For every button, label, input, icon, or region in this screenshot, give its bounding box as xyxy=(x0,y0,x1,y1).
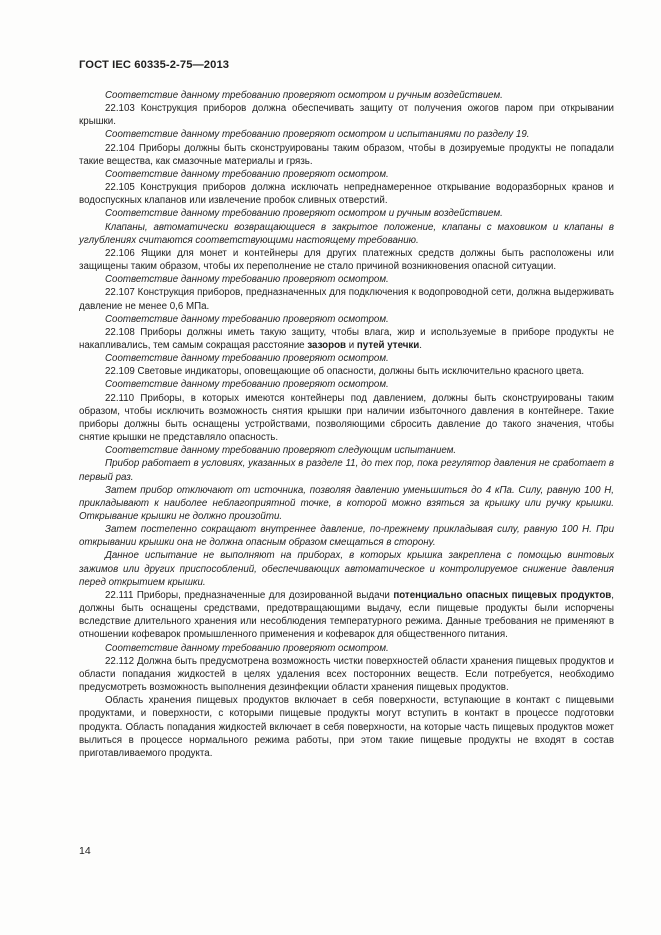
paragraph: Затем постепенно сокращают внутреннее давление, по-прежнему прикладывая силу, равную 100 Н. При открывании крышки она не должна опасным образом смещаться в сторону. xyxy=(79,524,614,549)
paragraph: 22.105 Конструкция приборов должна исключать непреднамеренное открывание водоразборных кранов и водоспускных клапанов или извлечение пробок сливных отверстий. xyxy=(79,182,614,207)
paragraph: Соответствие данному требованию проверяют осмотром. xyxy=(105,642,389,654)
paragraph-text: . xyxy=(419,339,423,351)
paragraph: Соответствие данному требованию проверяют осмотром и ручным воздействием. xyxy=(105,208,503,220)
document-body xyxy=(79,89,614,760)
page-number: 14 xyxy=(79,845,91,857)
paragraph: Данное испытание не выполняют на приборах, в которых крышка закреплена с помощью винтовых зажимов или других приспособлений, обеспечивающих автоматическое и контролируемое снижение давления перед открытием крышки. xyxy=(79,550,614,588)
paragraph: Соответствие данному требованию проверяют осмотром. xyxy=(105,168,389,180)
paragraph: Соответствие данному требованию проверяют осмотром и испытаниями по разделу 19. xyxy=(105,129,530,141)
paragraph: Соответствие данному требованию проверяют следующим испытанием. xyxy=(105,445,457,457)
paragraph: 22.110 Приборы, в которых имеются контейнеры под давлением, должны быть сконструированы таким образом, чтобы исключить возможность снятия крышки при наличии избыточного давления в контейнере. Такие приборы должны быть оснащены устройствами, позволяющими сбросить давление до такого значения, чтобы снятие крышки не представляло опасность. xyxy=(79,392,614,444)
paragraph: Соответствие данному требованию проверяют осмотром и ручным воздействием. xyxy=(105,90,503,101)
paragraph: Соответствие данному требованию проверяют осмотром. xyxy=(105,353,389,365)
paragraph: Соответствие данному требованию проверяют осмотром. xyxy=(105,313,389,325)
document-header: ГОСТ IEC 60335-2-75—2013 xyxy=(79,59,230,71)
paragraph: 22.104 Приборы должны быть сконструированы таким образом, чтобы в дозируемые продукты не попадали такие вещества, как смазочные материалы и грязь. xyxy=(79,142,614,167)
paragraph: Клапаны, автоматически возвращающиеся в закрытое положение, клапаны с маховиком и клапаны в углублениях считаются соответствующими настоящему требованию. xyxy=(79,221,614,246)
paragraph-text: 22.111 Приборы, предназначенные для дозированной выдачи xyxy=(105,589,390,601)
paragraph-text: и xyxy=(346,339,357,351)
paragraph xyxy=(79,589,614,642)
paragraph-text: , должны быть оснащены средствами, предотвращающими выдачу, если пищевые продукты были испорчены вследствие длительного хранения или несоблюдения температурного режима. Данные требования не применяют в отношении кофеварок промышленного применения и кофеварок для общественного питания. xyxy=(79,589,614,641)
term-bold: потенциально опасных пищевых продуктов xyxy=(393,589,612,601)
term-bold: зазоров xyxy=(307,339,347,351)
paragraph: 22.112 Должна быть предусмотрена возможность чистки поверхностей области хранения пищевых продуктов и области попадания жидкостей в целях удаления всех посторонних веществ. Если потребуется, необходимо предусмотреть возможность выполнения дезинфекции области хранения пищевых продуктов. xyxy=(79,655,614,694)
paragraph: 22.109 Световые индикаторы, оповещающие об опасности, должны быть исключительно красного цвета. xyxy=(105,366,585,378)
paragraph: Затем прибор отключают от источника, позволяя давлению уменьшиться до 4 кПа. Силу, равную 100 Н, прикладывают к наиболее неблагоприятной точке, в которой можно взяться за крышку или ручку крышки. Открывание крышки не должно произойти. xyxy=(79,484,614,522)
paragraph xyxy=(79,326,614,352)
paragraph-text: 22.108 Приборы должны иметь такую защиту, чтобы влага, жир и используемые в приборе продукты не накапливались, тем самым сокращая расстояние xyxy=(79,326,614,351)
paragraph: 22.106 Ящики для монет и контейнеры для других платежных средств должны быть расположены или защищены таким образом, чтобы их переполнение не стало причиной возникновения опасной ситуации. xyxy=(79,247,614,273)
paragraph: Соответствие данному требованию проверяют осмотром. xyxy=(105,274,389,286)
term-bold: путей утечки xyxy=(356,339,420,351)
paragraph: Соответствие данному требованию проверяют осмотром. xyxy=(105,379,389,391)
paragraph: 22.103 Конструкция приборов должна обеспечивать защиту от получения ожогов паром при открывании крышки. xyxy=(79,103,614,128)
paragraph: Прибор работает в условиях, указанных в разделе 11, до тех пор, пока регулятор давления не сработает в первый раз. xyxy=(79,458,614,483)
paragraph: Область хранения пищевых продуктов включает в себя поверхности, вступающие в контакт с пищевыми продуктами, и поверхности, с которыми пищевые продукты могут вступить в контакт в процессе подготовки продукта. Область попадания жидкостей включает в себя поверхности, на которые часть пищевых продуктов может вылиться в процессе нормального режима работы, при этом такие пищевые продукты не входят в состав приготавливаемого продукта. xyxy=(79,695,614,759)
paragraph: 22.107 Конструкция приборов, предназначенных для подключения к водопроводной сети, должна выдерживать давление не менее 0,6 МПа. xyxy=(79,287,614,312)
